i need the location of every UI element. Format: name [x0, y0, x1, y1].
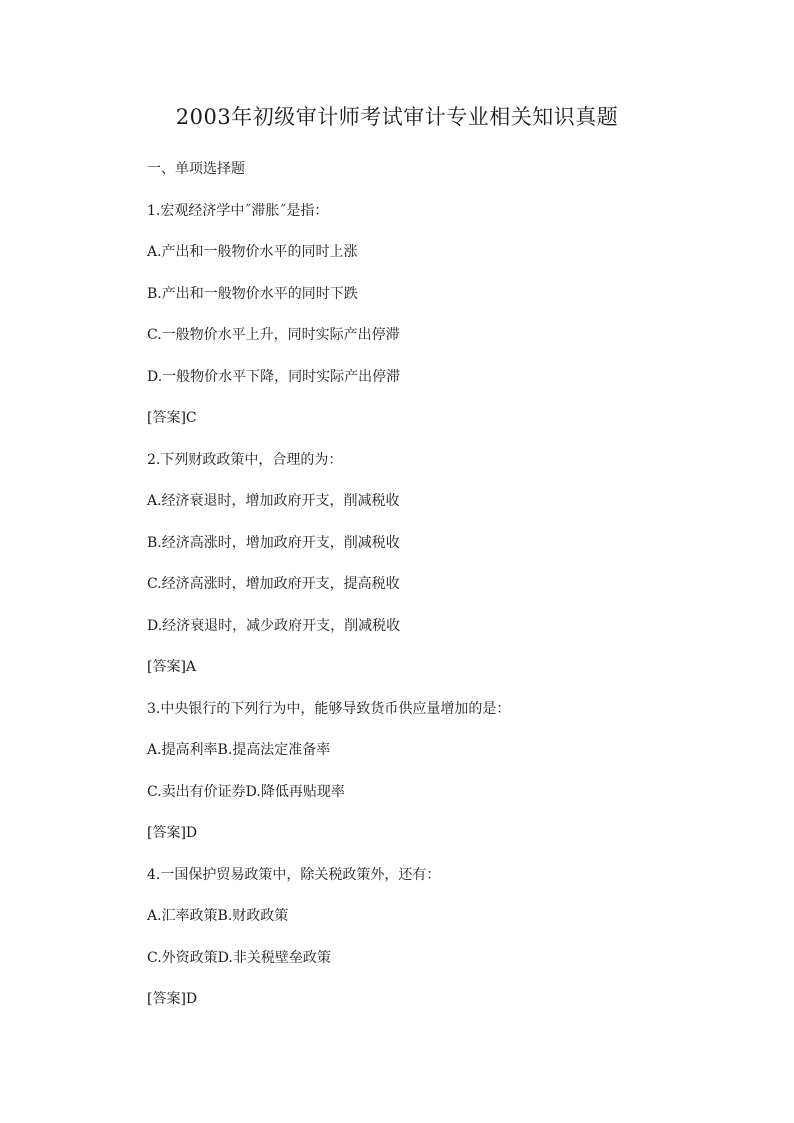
question-4-options-cd: C.外资政策D.非关税壁垒政策 [147, 950, 331, 966]
question-4-options-ab: A.汇率政策B.财政政策 [147, 908, 289, 924]
question-4-stem: 4.一国保护贸易政策中，除关税政策外，还有： [147, 867, 441, 883]
question-3-options-ab: A.提高利率B.提高法定准备率 [147, 742, 331, 758]
question-1-option-c: C.一般物价水平上升，同时实际产出停滞 [147, 327, 400, 343]
question-1-stem: 1.宏观经济学中˝滞胀˝是指： [147, 203, 329, 219]
document-title: 2003年初级审计师考试审计专业相关知识真题 [175, 105, 619, 129]
question-2-option-d: D.经济衰退时，减少政府开支，削减税收 [147, 618, 401, 634]
question-2-option-a: A.经济衰退时，增加政府开支，削减税收 [147, 493, 400, 509]
question-2-answer: [答案]A [147, 659, 197, 675]
question-1-option-b: B.产出和一般物价水平的同时下跌 [147, 286, 358, 302]
question-1-option-a: A.产出和一般物价水平的同时上涨 [147, 244, 358, 260]
question-4-answer: [答案]D [147, 991, 198, 1007]
question-2-option-b: B.经济高涨时，增加政府开支，削减税收 [147, 535, 400, 551]
question-2-option-c: C.经济高涨时，增加政府开支，提高税收 [147, 576, 400, 592]
question-3-answer: [答案]D [147, 825, 198, 841]
section-heading: 一、单项选择题 [147, 161, 245, 177]
question-3-stem: 3.中央银行的下列行为中，能够导致货币供应量增加的是： [147, 701, 511, 717]
question-2-stem: 2.下列财政政策中，合理的为： [147, 452, 343, 468]
question-1-option-d: D.一般物价水平下降，同时实际产出停滞 [147, 369, 401, 385]
question-3-options-cd: C.卖出有价证券D.降低再贴现率 [147, 784, 345, 800]
question-1-answer: [答案]C [147, 410, 197, 426]
